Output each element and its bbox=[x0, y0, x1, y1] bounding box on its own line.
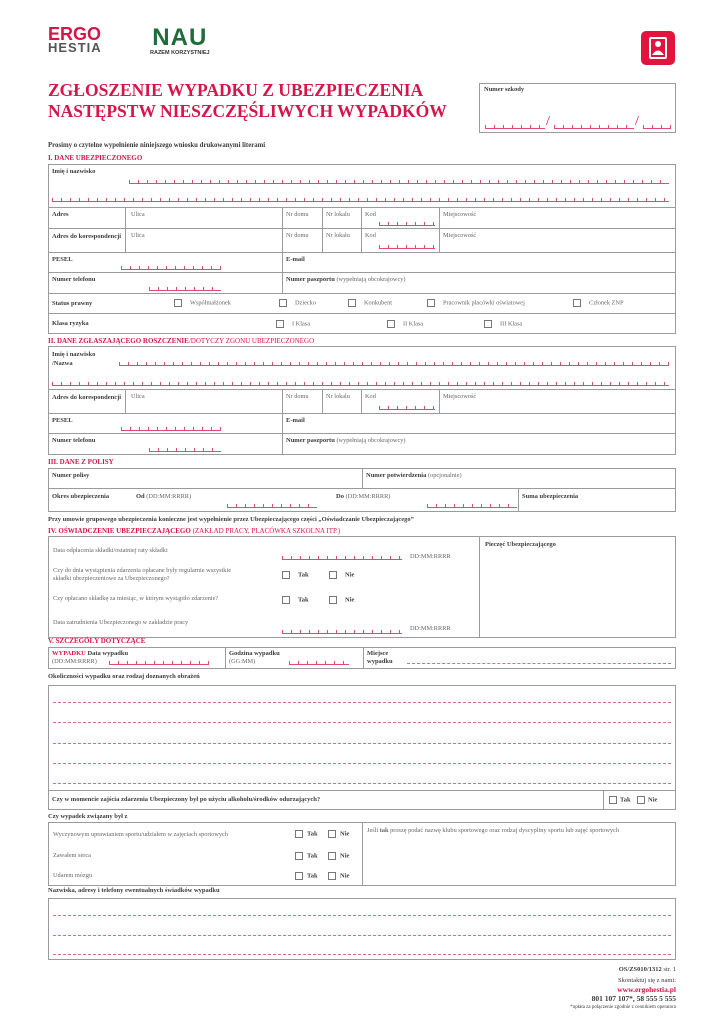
s5-time-text: Godzina wypadku bbox=[229, 650, 280, 657]
form-title bbox=[48, 80, 447, 122]
s5-r3-label: Udarem mózgu bbox=[53, 872, 92, 879]
s2-code-field[interactable] bbox=[379, 405, 435, 410]
s1-corr-label: Adres do korespondencji bbox=[52, 233, 122, 240]
s4-q4-field[interactable] bbox=[282, 629, 402, 634]
risk-opt-1[interactable] bbox=[276, 320, 310, 328]
status-opt-label-3: Pracownik placówki oświatowej bbox=[443, 299, 525, 307]
s5-time-label bbox=[229, 650, 280, 666]
s1-pesel-row bbox=[48, 252, 676, 273]
status-checkbox-spouse[interactable] bbox=[174, 299, 182, 307]
s4-q4-label: Data zatrudnienia Ubezpieczonego w zakładzie pracy bbox=[53, 619, 189, 626]
risk-checkbox-1[interactable] bbox=[276, 320, 284, 328]
status-opt-label-0: Współmałżonek bbox=[190, 299, 231, 307]
s1-corr-city-label: Miejscowość bbox=[443, 232, 477, 239]
s4-q4-fmt: DD:MM:RRRR bbox=[410, 625, 451, 632]
s1-address-label: Adres bbox=[52, 211, 69, 218]
s3-from-label bbox=[136, 493, 191, 500]
s1-status-label: Status prawny bbox=[52, 300, 93, 307]
s4-q3-yes-checkbox[interactable] bbox=[282, 596, 290, 604]
s4-q3-no-checkbox[interactable] bbox=[329, 596, 337, 604]
s1-corr-house-label: Nr domu bbox=[286, 232, 309, 239]
section-3-title: III. DANE Z POLISY bbox=[48, 458, 114, 466]
status-checkbox-znp[interactable] bbox=[573, 299, 581, 307]
s3-confirm-text: Numer potwierdzenia bbox=[366, 472, 427, 479]
s5-time-fmt: (GG:MM) bbox=[229, 658, 256, 665]
s3-group-note: Przy umowie grupowego ubezpieczenia konieczne jest wypełnienie przez Ubezpieczającego części „Oświadczanie Ubezpieczającego” bbox=[48, 516, 414, 523]
risk-checkbox-2[interactable] bbox=[387, 320, 395, 328]
s5-r3-no-checkbox[interactable] bbox=[328, 872, 336, 880]
s1-house-label: Nr domu bbox=[286, 211, 309, 218]
status-opt-partner[interactable] bbox=[348, 299, 392, 307]
s5-r1-no-checkbox[interactable] bbox=[328, 830, 336, 838]
s5-r2-no-checkbox[interactable] bbox=[328, 852, 336, 860]
s2-passport-text: Numer paszportu bbox=[286, 437, 335, 444]
ergo-hestia-logo bbox=[48, 24, 102, 55]
s1-name-field-2[interactable] bbox=[52, 197, 669, 202]
document-person-icon bbox=[641, 31, 675, 65]
nau-logo bbox=[150, 26, 210, 56]
s3-to-fmt: (DD:MM:RRRR) bbox=[345, 493, 391, 500]
s2-city-label: Miejscowość bbox=[443, 393, 477, 400]
s1-passport-note: (wypełniają obcokrajowcy) bbox=[336, 276, 406, 283]
s2-name-label-2: /Nazwa bbox=[52, 360, 73, 367]
s4-q3-no-label: Nie bbox=[345, 596, 355, 604]
s1-street-label: Ulica bbox=[131, 211, 145, 218]
s5-alcohol-row bbox=[48, 790, 676, 810]
s1-address-row bbox=[48, 207, 676, 229]
s5-r3-yes-checkbox[interactable] bbox=[295, 872, 303, 880]
s3-policy-label: Numer polisy bbox=[52, 472, 90, 479]
s4-q2-label: Czy do dnia wystąpienia zdarzenia opłacane były regularnie wszystkie składki ubezpieczeniowe za Ubezpieczonego? bbox=[53, 567, 231, 582]
s5-r3-no[interactable] bbox=[328, 872, 349, 880]
s1-city-label: Miejscowość bbox=[443, 211, 477, 218]
s5-r1-no[interactable] bbox=[328, 830, 349, 838]
logo-nau-tag: RAZEM KORZYSTNIEJ bbox=[150, 50, 210, 56]
s2-name-row bbox=[48, 346, 676, 390]
s5-alcohol-no-label: Nie bbox=[648, 796, 658, 804]
footer-contact: Skontaktuj się z nami: bbox=[618, 977, 676, 984]
section-1-title: I. DANE UBEZPIECZONEGO bbox=[48, 154, 143, 162]
s5-r3-no-label: Nie bbox=[340, 872, 350, 880]
s4-q2-no-label: Nie bbox=[345, 571, 355, 579]
footer bbox=[570, 965, 676, 1012]
s1-name-field-1[interactable] bbox=[129, 179, 669, 184]
s1-phone-field[interactable] bbox=[149, 286, 221, 291]
s5-accident-row bbox=[48, 647, 676, 669]
form-title-line1: ZGŁOSZENIE WYPADKU Z UBEZPIECZENIA bbox=[48, 80, 424, 100]
s4-q3-label: Czy opłacano składkę za miesiąc, w którym wystąpiło zdarzenie? bbox=[53, 595, 219, 602]
s2-name-label-1: Imię i nazwisko bbox=[52, 351, 96, 358]
s5-related-label: Czy wypadek związany był z bbox=[48, 813, 128, 820]
s2-pesel-row bbox=[48, 413, 676, 434]
document-person-icon-svg bbox=[641, 31, 675, 65]
s3-confirm-label bbox=[366, 472, 462, 479]
s1-pesel-label: PESEL bbox=[52, 256, 73, 263]
s5-circ-label: Okoliczności wypadku oraz rodzaj doznanych obrażeń bbox=[48, 673, 200, 680]
s1-pesel-field[interactable] bbox=[121, 265, 221, 270]
s5-acc-bold: WYPADKU bbox=[52, 650, 86, 657]
s5-related-box bbox=[48, 822, 676, 886]
s3-period-label: Okres ubezpieczenia bbox=[52, 493, 110, 500]
status-checkbox-child[interactable] bbox=[279, 299, 287, 307]
status-checkbox-partner[interactable] bbox=[348, 299, 356, 307]
s2-passport-note: (wypełniają obcokrajowcy) bbox=[336, 437, 406, 444]
s1-passport-text: Numer paszportu bbox=[286, 276, 335, 283]
s5-alcohol-no-checkbox[interactable] bbox=[637, 796, 645, 804]
s2-name-label bbox=[52, 350, 95, 368]
s1-corr-street-label: Ulica bbox=[131, 232, 145, 239]
s5-r3-yes[interactable] bbox=[295, 872, 318, 880]
s1-code-label: Kod bbox=[365, 211, 376, 218]
s4-q2-yes[interactable] bbox=[282, 571, 309, 579]
s5-sport-note-pre: Jeśli bbox=[367, 827, 380, 834]
s2-phone-row bbox=[48, 433, 676, 455]
s5-acc-date-field[interactable] bbox=[109, 660, 209, 665]
s2-pesel-field[interactable] bbox=[121, 426, 221, 431]
s4-q1-label: Data odpłacenia składki/ostatniej raty składki bbox=[53, 547, 168, 554]
status-checkbox-teacher[interactable] bbox=[427, 299, 435, 307]
s5-r2-label: Zawałem serca bbox=[53, 852, 91, 859]
s5-r2-no[interactable] bbox=[328, 852, 349, 860]
logo-hestia: HESTIA bbox=[48, 40, 102, 55]
s5-alcohol-no[interactable] bbox=[637, 796, 657, 804]
claim-number-field-2[interactable] bbox=[554, 124, 634, 129]
s2-pesel-label: PESEL bbox=[52, 417, 73, 424]
s3-from-text: Od bbox=[136, 493, 145, 500]
footer-page: str. 1 bbox=[663, 966, 676, 973]
s3-from-fmt: (DD:MM:RRRR) bbox=[146, 493, 192, 500]
s5-alcohol-yes-label: Tak bbox=[620, 796, 631, 804]
s2-flat-label: Nr lokalu bbox=[326, 393, 350, 400]
s1-passport-label bbox=[286, 276, 406, 283]
s2-corr-row bbox=[48, 389, 676, 414]
s4-stamp-label: Pieczęć Ubezpieczającego bbox=[485, 541, 556, 548]
section-2-title-bold: II. DANE ZGŁASZAJĄCEGO ROSZCZENIE bbox=[48, 337, 189, 345]
s3-to-label bbox=[336, 493, 390, 500]
section-4-title-rest: (ZAKŁAD PRACY, PLACÓWKA SZKOLNA ITP.) bbox=[192, 527, 341, 535]
s2-street-label: Ulica bbox=[131, 393, 145, 400]
s3-from-field[interactable] bbox=[227, 503, 317, 508]
section-4-title bbox=[48, 527, 340, 535]
s5-r3-yes-label: Tak bbox=[307, 872, 318, 880]
claim-number-label: Numer szkody bbox=[484, 86, 525, 93]
s5-r2-no-label: Nie bbox=[340, 852, 350, 860]
s5-alcohol-yes-checkbox[interactable] bbox=[609, 796, 617, 804]
s5-sport-note-bold: tak bbox=[379, 827, 389, 834]
s3-sum-label: Suma ubezpieczenia bbox=[522, 493, 579, 500]
s5-sport-note-post: proszę podać nazwę klubu sportowego oraz rodzaj dyscypliny sportu lub zajęć sportowych bbox=[388, 827, 619, 834]
risk-opt-2[interactable] bbox=[387, 320, 423, 328]
s5-circ-box[interactable] bbox=[48, 685, 676, 791]
s5-witnesses-box[interactable] bbox=[48, 898, 676, 960]
s5-witnesses-label: Nazwiska, adresy i telefony ewentualnych świadków wypadku bbox=[48, 887, 220, 894]
s5-alcohol-label: Czy w momencie zajścia zdarzenia Ubezpieczony był po użyciu alkoholu/środków odurzających? bbox=[52, 796, 321, 803]
footer-code: OS/ZS010/1312 bbox=[618, 966, 662, 973]
status-opt-child[interactable] bbox=[279, 299, 316, 307]
s1-phone-row bbox=[48, 272, 676, 294]
s1-name-label: Imię i nazwisko bbox=[52, 168, 96, 175]
s5-r1-yes-checkbox[interactable] bbox=[295, 830, 303, 838]
s5-r1-yes-label: Tak bbox=[307, 830, 318, 838]
s3-to-field[interactable] bbox=[427, 503, 517, 508]
s4-q1-fmt: DD:MM:RRRR bbox=[410, 553, 451, 560]
s5-place-label: Miejsce wypadku bbox=[367, 650, 393, 665]
status-opt-label-4: Członek ZNP bbox=[589, 299, 624, 307]
s5-acc-date-fmt: (DD:MM:RRRR) bbox=[52, 658, 97, 665]
s5-r1-label: Wyczynowym uprawianiem sportu/udziałem w zajęciach sportowych bbox=[53, 831, 228, 838]
footer-fee-note: *opłata za połączenie zgodnie z cennikiem operatora bbox=[570, 1005, 676, 1010]
footer-web-link[interactable]: www.ergohestia.pl bbox=[617, 985, 676, 994]
claim-number-field-3[interactable] bbox=[643, 124, 671, 129]
s4-q1-field[interactable] bbox=[282, 555, 402, 560]
s3-policy-row bbox=[48, 468, 676, 489]
s5-r1-no-label: Nie bbox=[340, 830, 350, 838]
s1-risk-row bbox=[48, 313, 676, 334]
risk-opt-3[interactable] bbox=[484, 320, 522, 328]
s2-phone-label: Numer telefonu bbox=[52, 437, 96, 444]
s4-q2-no[interactable] bbox=[329, 571, 354, 579]
s3-to-text: Do bbox=[336, 493, 344, 500]
risk-checkbox-3[interactable] bbox=[484, 320, 492, 328]
s1-code-field[interactable] bbox=[379, 221, 435, 226]
status-opt-teacher[interactable] bbox=[427, 299, 525, 307]
section-5-title: V. SZCZEGÓŁY DOTYCZĄCE bbox=[48, 637, 146, 645]
claim-slash-1: / bbox=[546, 114, 550, 129]
status-opt-spouse[interactable] bbox=[174, 299, 231, 307]
s5-r2-yes-label: Tak bbox=[307, 852, 318, 860]
s5-time-field[interactable] bbox=[289, 660, 349, 665]
instruction-text: Prosimy o czytelne wypełnienie niniejszego wniosku drukowanymi literami bbox=[48, 142, 266, 149]
s4-q3-yes-label: Tak bbox=[298, 596, 309, 604]
s5-alcohol-yes[interactable] bbox=[609, 796, 631, 804]
s1-status-row bbox=[48, 293, 676, 314]
s4-box bbox=[48, 536, 676, 638]
status-opt-label-2: Konkubent bbox=[364, 299, 392, 307]
claim-slash-2: / bbox=[635, 114, 639, 129]
s2-code-label: Kod bbox=[365, 393, 376, 400]
claim-number-box bbox=[479, 83, 676, 133]
risk-opt-label-0: I Klasa bbox=[292, 320, 311, 328]
footer-phones: 801 107 107*, 58 555 5 555 bbox=[591, 994, 676, 1003]
form-title-line2: NASTĘPSTW NIESZCZĘŚLIWYCH WYPADKÓW bbox=[48, 101, 447, 121]
s2-house-label: Nr domu bbox=[286, 393, 309, 400]
section-4-title-bold: IV. OŚWIADCZENIE UBEZPIECZAJĄCEGO bbox=[48, 527, 191, 535]
s1-corr-code-label: Kod bbox=[365, 232, 376, 239]
logo-nau: NAU bbox=[152, 24, 208, 51]
s3-confirm-note: (opcjonalnie) bbox=[427, 472, 462, 479]
s5-acc-date-text: Data wypadku bbox=[87, 650, 129, 657]
footer-code-line bbox=[570, 965, 676, 974]
s5-r2-yes[interactable] bbox=[295, 852, 318, 860]
s5-r1-yes[interactable] bbox=[295, 830, 318, 838]
s2-email-label: E-mail bbox=[286, 417, 305, 424]
s1-name-row bbox=[48, 164, 676, 208]
s1-corr-flat-label: Nr lokalu bbox=[326, 232, 350, 239]
s1-corr-row bbox=[48, 228, 676, 253]
s2-corr-label: Adres do korespondencji bbox=[52, 394, 122, 401]
status-opt-label-1: Dziecko bbox=[295, 299, 316, 307]
s3-period-row bbox=[48, 488, 676, 512]
s4-q2-yes-label: Tak bbox=[298, 571, 309, 579]
risk-opt-label-1: II Klasa bbox=[403, 320, 424, 328]
s1-flat-label: Nr lokalu bbox=[326, 211, 350, 218]
s4-q3-yes[interactable] bbox=[282, 596, 309, 604]
logo-ergo: ERGO bbox=[48, 24, 102, 44]
s1-phone-label: Numer telefonu bbox=[52, 276, 96, 283]
section-2-title bbox=[48, 337, 314, 345]
s5-sport-note bbox=[367, 827, 637, 835]
s1-email-label: E-mail bbox=[286, 256, 305, 263]
s1-risk-label: Klasa ryzyka bbox=[52, 320, 89, 327]
claim-number-field-1[interactable] bbox=[485, 124, 545, 129]
s5-r2-yes-checkbox[interactable] bbox=[295, 852, 303, 860]
s4-q2-yes-checkbox[interactable] bbox=[282, 571, 290, 579]
s2-name-field-1[interactable] bbox=[119, 361, 669, 366]
s4-q2-no-checkbox[interactable] bbox=[329, 571, 337, 579]
section-2-title-rest: /DOTYCZY ZGONU UBEZPIECZONEGO bbox=[188, 337, 315, 345]
s2-phone-field[interactable] bbox=[149, 447, 221, 452]
s2-passport-label bbox=[286, 437, 406, 444]
status-opt-znp[interactable] bbox=[573, 299, 623, 307]
risk-opt-label-2: III Klasa bbox=[500, 320, 523, 328]
s1-corr-code-field[interactable] bbox=[379, 244, 435, 249]
s2-name-field-2[interactable] bbox=[52, 381, 669, 386]
s4-q3-no[interactable] bbox=[329, 596, 354, 604]
